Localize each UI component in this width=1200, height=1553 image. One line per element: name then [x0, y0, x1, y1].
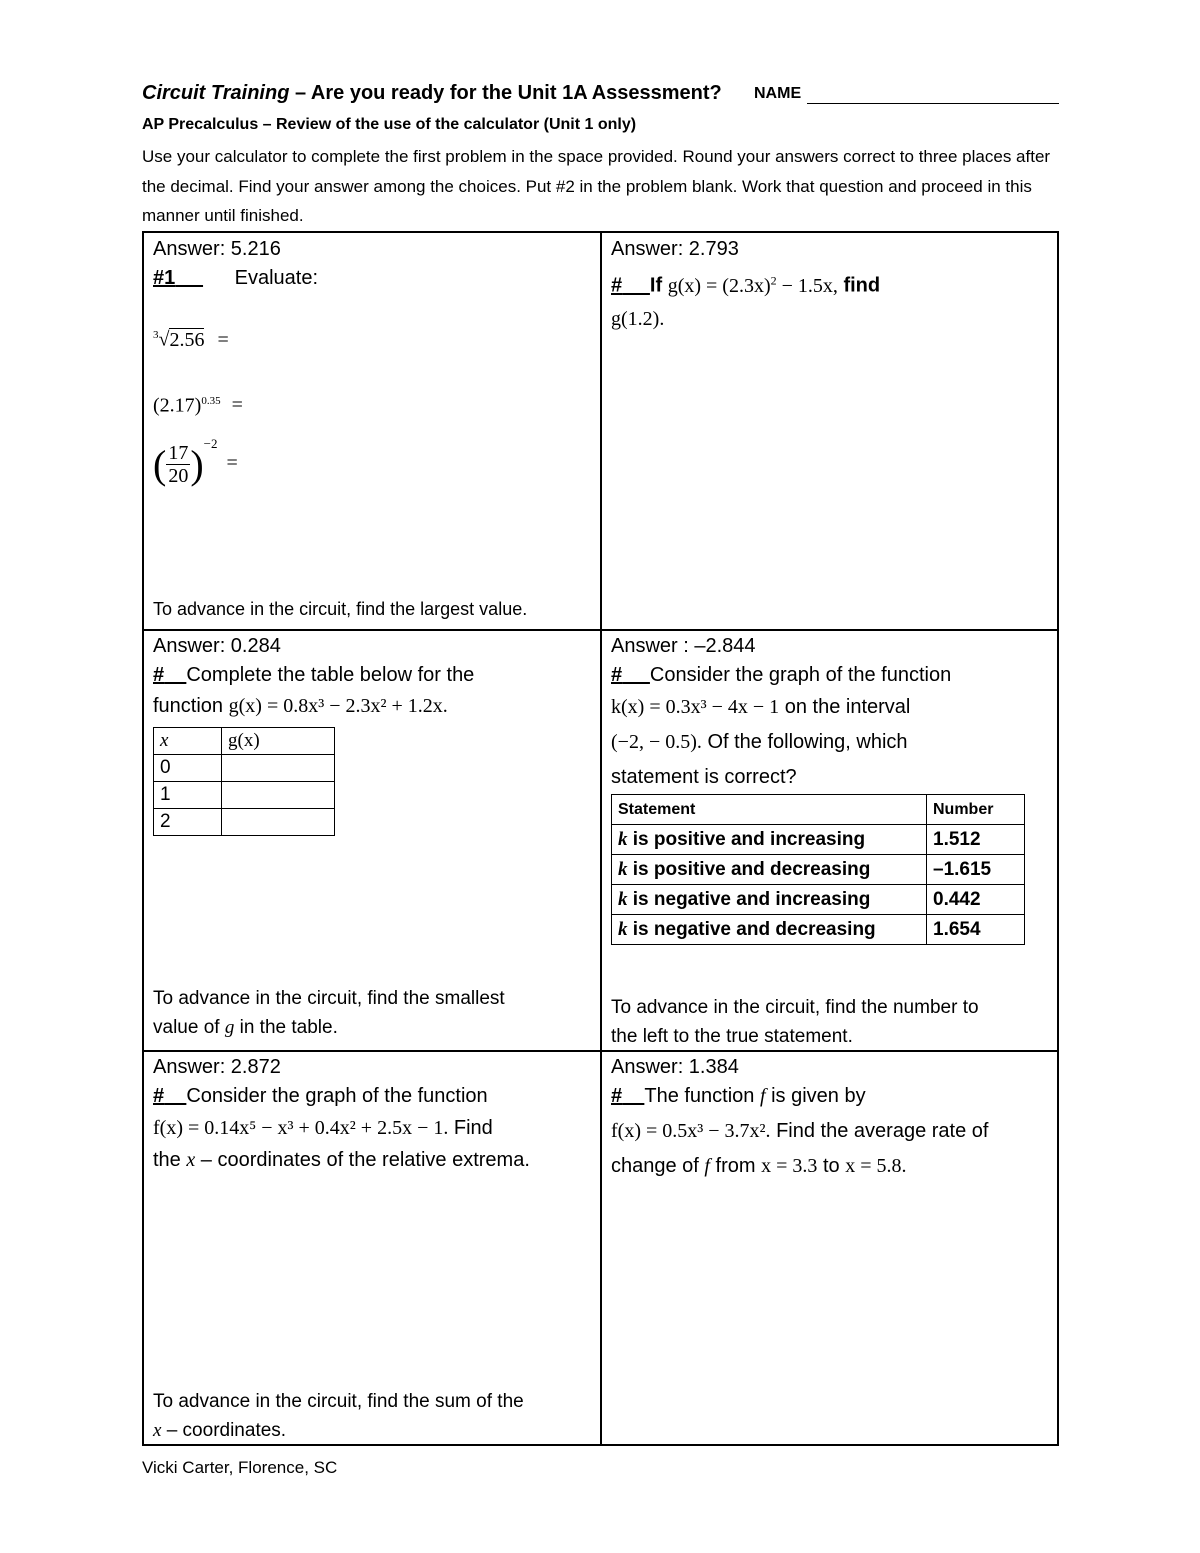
advance-instruction: To advance in the circuit, find the largest value.	[153, 599, 528, 619]
problem-number-blank[interactable]: #	[611, 274, 623, 297]
table-input-cell[interactable]	[222, 755, 335, 782]
problem-cell-3	[144, 630, 600, 1050]
answer-label: Answer: 2.793	[611, 238, 739, 260]
answer-label: Answer: 2.872	[153, 1056, 281, 1078]
problem-cell-2	[602, 233, 1059, 629]
problem-text: The function f is given by	[644, 1085, 866, 1107]
answer-label: Answer: 1.384	[611, 1056, 739, 1078]
table-cell: 2	[154, 809, 222, 836]
worksheet-title	[142, 82, 1060, 112]
problem-number-blank[interactable]: #	[153, 1085, 165, 1107]
answer-label: Answer : –2.844	[611, 635, 756, 657]
table-input-cell[interactable]	[222, 782, 335, 809]
problem-cell-5	[144, 1051, 600, 1446]
subtitle: AP Precalculus – Review of the use of the calculator (Unit 1 only)	[142, 116, 637, 133]
function-expression: $g(x) = (2.3x)^2 - 1.5x$,	[667, 273, 838, 297]
statement-row: k is positive and decreasing –1.615	[612, 855, 1025, 885]
problem-number-blank[interactable]: #	[611, 664, 623, 686]
function-expression: f(x) = 0.5x³ − 3.7x².	[611, 1120, 771, 1142]
function-expression: k(x) = 0.3x³ − 4x − 1	[611, 696, 780, 718]
problem-text: Consider the graph of the function	[649, 664, 952, 686]
statement-row: k is negative and decreasing 1.654	[612, 915, 1025, 945]
name-label: NAME	[754, 85, 802, 102]
expression-power: $(2.17)^{0.35}$ =	[153, 394, 243, 417]
problem-number-blank[interactable]: #1	[153, 267, 176, 289]
problem-text: the x – coordinates of the relative extrema.	[153, 1149, 530, 1171]
title-italic: Circuit Training	[142, 82, 290, 104]
problem-text: change of f from x = 3.3 to x = 5.8.	[611, 1155, 907, 1177]
table-header: x	[154, 728, 222, 755]
name-field[interactable]	[807, 103, 1059, 104]
problem-text: Find	[448, 1117, 493, 1139]
advance-instruction: To advance in the circuit, find the smallest value of g in the table.	[153, 988, 505, 1038]
expression-cube-root: $^3$√2.56 =	[153, 328, 229, 351]
problem-cell-1	[144, 233, 600, 629]
title-rest: – Are you ready for the Unit 1A Assessment?	[289, 82, 722, 104]
advance-instruction: To advance in the circuit, find the number to the left to the true statement.	[611, 997, 979, 1047]
interval: (−2, − 0.5).	[611, 731, 702, 753]
evaluate-point: g(1.2).	[611, 307, 665, 330]
function-expression: f(x) = 0.14x⁵ − x³ + 0.4x² + 2.5x − 1.	[153, 1117, 449, 1139]
problem-cell-6	[602, 1051, 1059, 1446]
problem-text: function	[153, 695, 224, 717]
problem-text: Consider the graph of the function	[186, 1085, 488, 1107]
answer-label: Answer: 0.284	[153, 635, 281, 657]
problem-text: statement is correct?	[611, 766, 797, 788]
table-input-cell[interactable]	[222, 809, 335, 836]
statement-table	[611, 794, 1025, 945]
problem-text: Find the average rate of	[770, 1120, 989, 1142]
problem-text: on the interval	[779, 696, 911, 718]
prompt: Evaluate:	[234, 267, 318, 289]
table-header: g(x)	[222, 728, 335, 755]
circuit-grid	[142, 231, 1059, 1446]
statement-row: k is negative and increasing 0.442	[612, 885, 1025, 915]
problem-number-blank[interactable]: #	[611, 1085, 623, 1107]
advance-instruction: To advance in the circuit, find the sum of the x – coordinates.	[153, 1391, 524, 1441]
problem-number-blank[interactable]: #	[153, 664, 165, 686]
instructions: Use your calculator to complete the first problem in the space provided. Round your answers correct to three places after the decimal. Find your answer among the choices. Put #2 in the problem blank. Work that question and proceed in this manner until finished.	[142, 147, 1051, 225]
answer-label: Answer: 5.216	[153, 238, 281, 260]
problem-text: Of the following, which	[701, 731, 908, 753]
value-table	[153, 727, 335, 836]
problem-text: If	[649, 274, 668, 297]
expression-fraction-power: ( $\frac{17}{20}$ )$^{-2}$ =	[153, 435, 238, 488]
problem-cell-4	[602, 630, 1059, 1050]
problem-text: Complete the table below for the	[186, 664, 475, 686]
author-footer: Vicki Carter, Florence, SC	[142, 1458, 338, 1477]
table-cell: 0	[154, 755, 222, 782]
statement-row: k is positive and increasing 1.512	[612, 825, 1025, 855]
table-header: Statement	[612, 795, 927, 825]
problem-text: find	[837, 274, 881, 297]
table-cell: 1	[154, 782, 222, 809]
function-expression: g(x) = 0.8x³ − 2.3x² + 1.2x.	[228, 695, 448, 717]
table-header: Number	[927, 795, 1025, 825]
